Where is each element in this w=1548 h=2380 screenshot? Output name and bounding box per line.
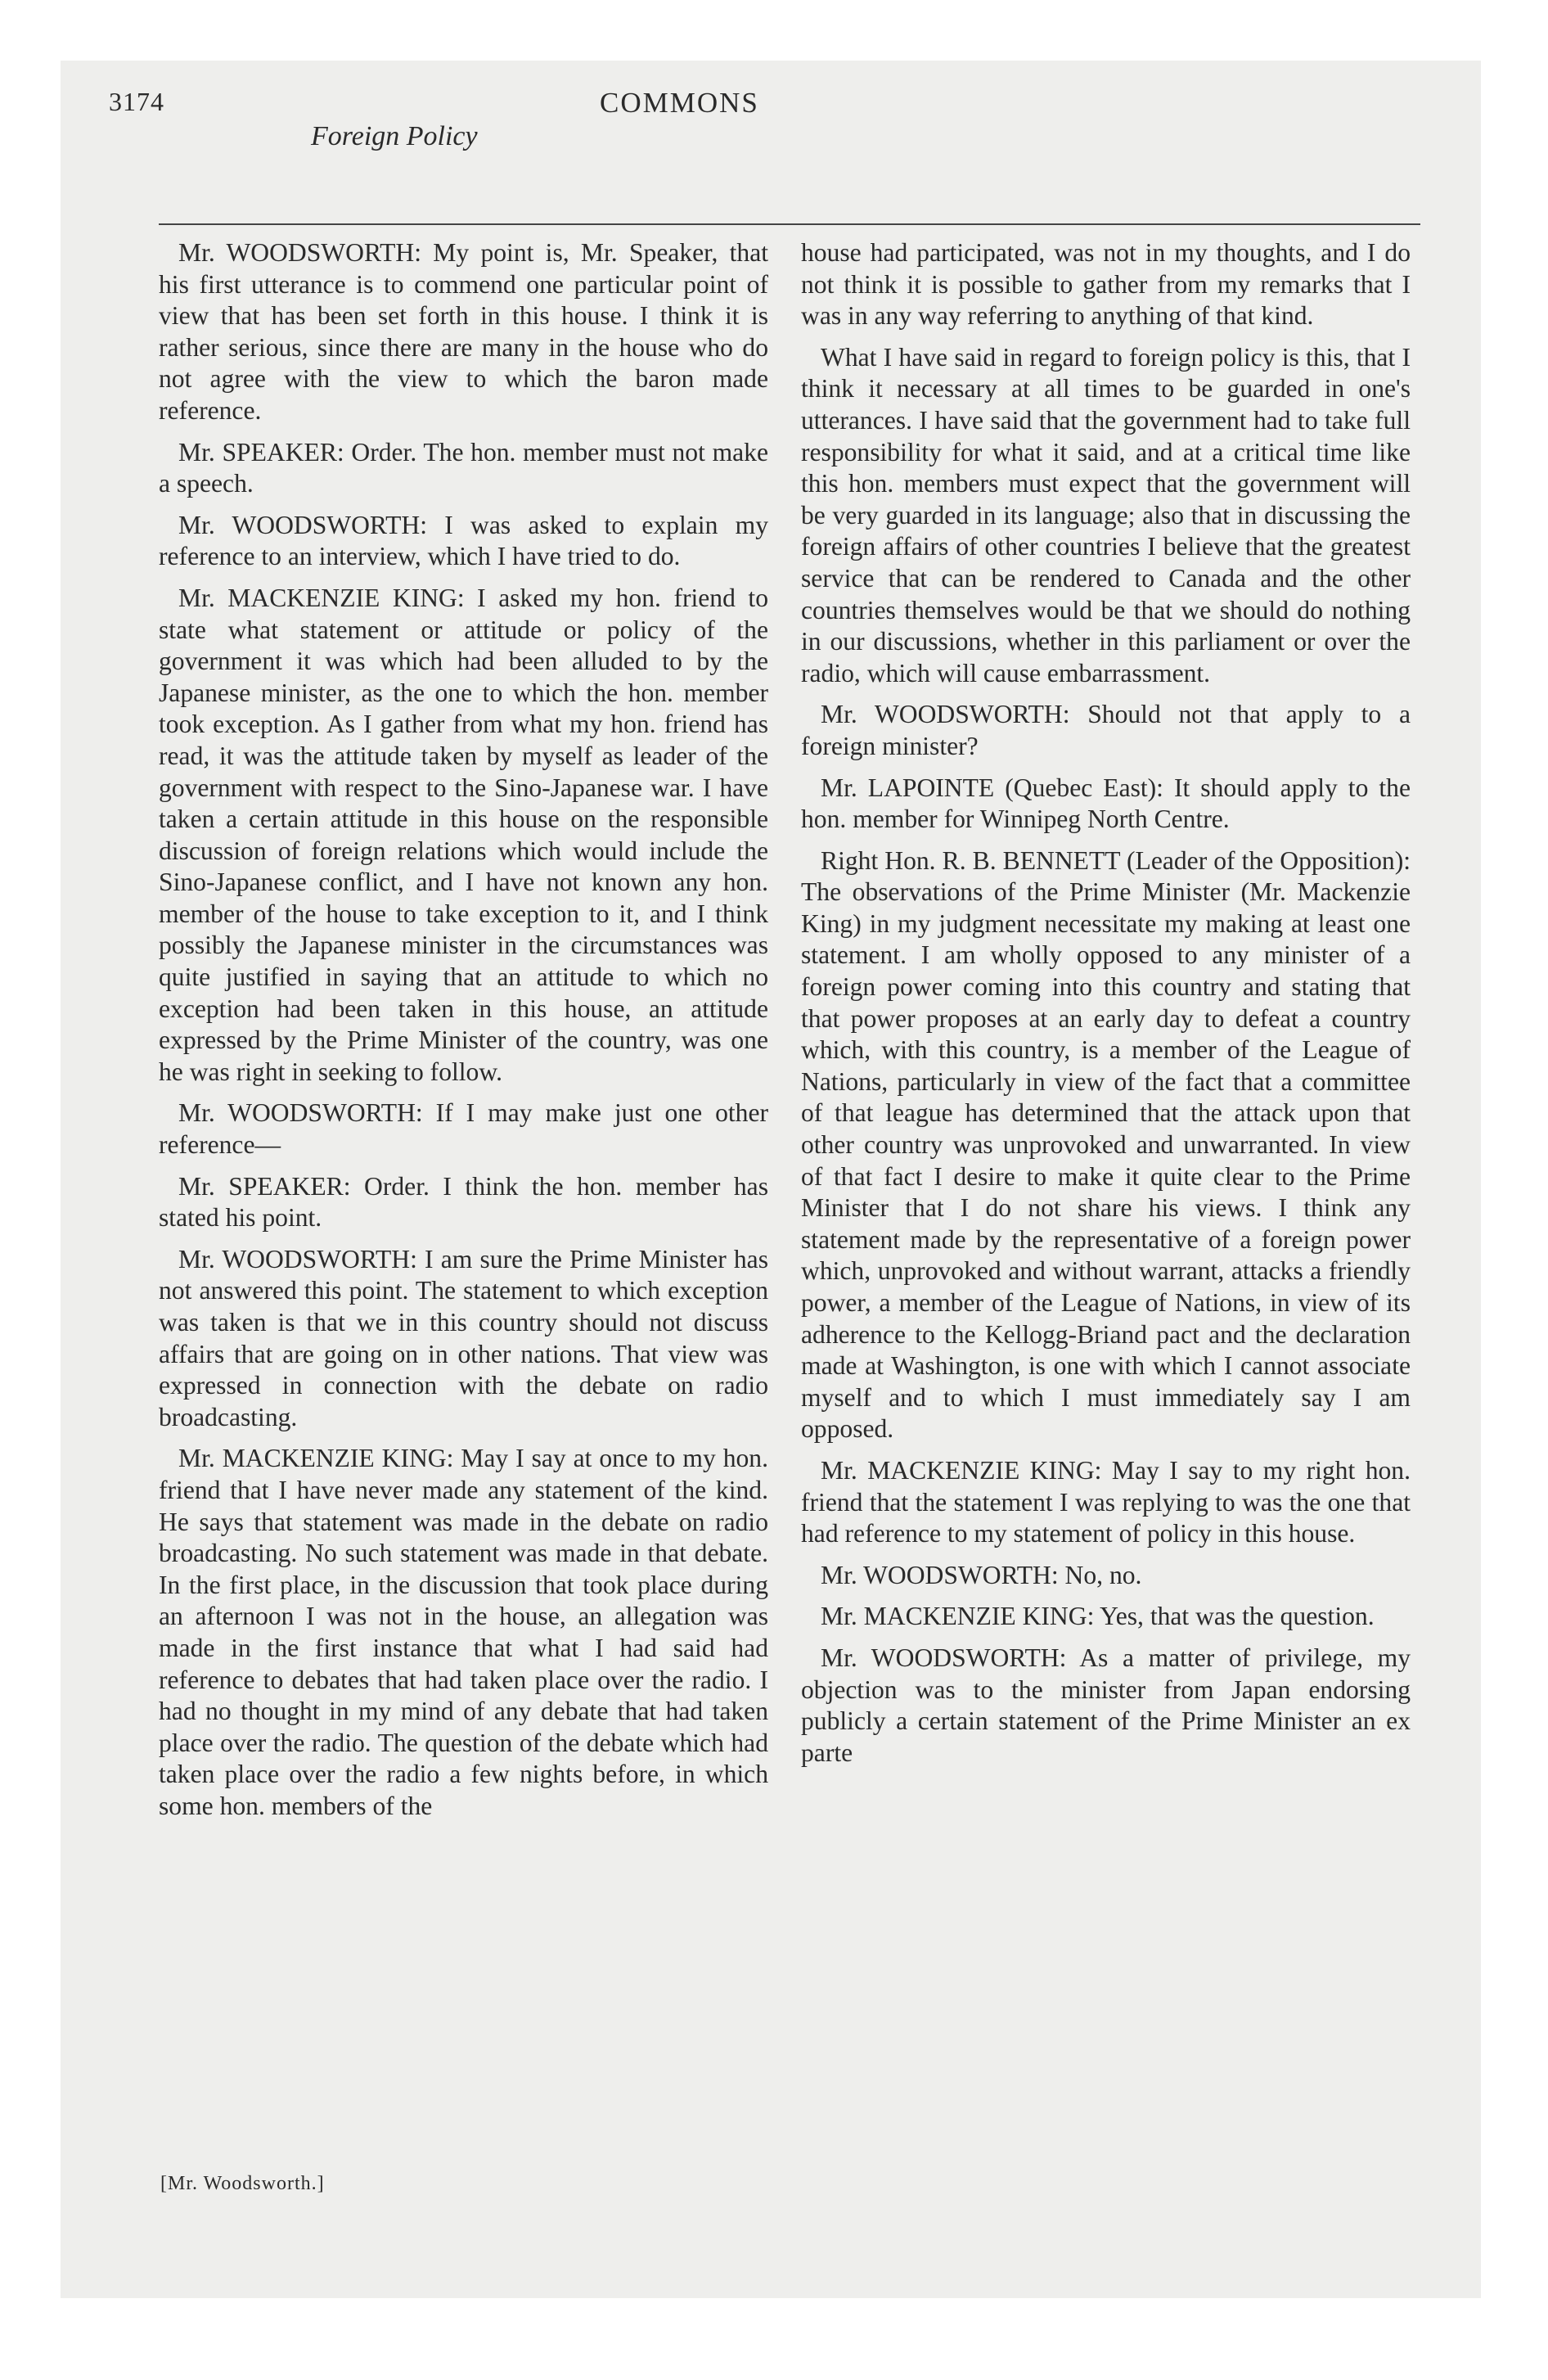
- page-header: [109, 87, 1426, 226]
- header-rule: [159, 223, 1420, 225]
- paragraph: Mr. MACKENZIE KING: May I say at once to my hon. friend that I have never made any statement of the kind. He says that statement was made in the debate on radio broadcasting. No such statement was made in that debate. In the first place, in the discussion that took place during an afternoon I was not in the house, an allegation was made in the first instance that what I had said had reference to debates that had taken place over the radio. I had no thought in my mind of any debate that had taken place over the radio. The question of the debate which had taken place over the radio a few nights before, in which some hon. members of the: [159, 1444, 768, 1820]
- paragraph: Mr. WOODSWORTH: No, no.: [821, 1560, 1142, 1589]
- paragraph: Mr. WOODSWORTH: If I may make just one other reference—: [159, 1098, 768, 1160]
- page-number: 3174: [109, 87, 164, 116]
- section-title: COMMONS: [600, 87, 759, 119]
- paragraph: Mr. MACKENZIE KING: Yes, that was the question.: [821, 1602, 1375, 1631]
- paragraph: Mr. WOODSWORTH: As a matter of privilege, my objection was to the minister from Japan endorsing publicly a certain statement of the Prime Minister an ex parte: [801, 1643, 1411, 1767]
- left-column: [159, 237, 768, 1832]
- paragraph: What I have said in regard to foreign policy is this, that I think it necessary at all times to be guarded in one's utterances. I have said that the government had to take full responsibility for what it said, and at a critical time like this hon. members must expect that the government will be very guarded in its language; also that in discussing the foreign affairs of other countries I believe that the greatest service that can be rendered to Canada and the other countries themselves would be that we should do nothing in our discussions, whether in this parliament or over the radio, which will cause embarrassment.: [801, 342, 1411, 687]
- paragraph: Mr. WOODSWORTH: My point is, Mr. Speaker, that his first utterance is to commend one particular point of view that has been set forth in this house. I think it is rather serious, since there are many in the house who do not agree with the view to which the baron made reference.: [159, 238, 768, 425]
- paragraph: Mr. WOODSWORTH: I am sure the Prime Minister has not answered this point. The statement to which exception was taken is that we in this country should not discuss affairs that are going on in other nations. That view was expressed in connection with the debate on radio broadcasting.: [159, 1244, 768, 1431]
- paragraph: Mr. LAPOINTE (Quebec East): It should apply to the hon. member for Winnipeg North Centre.: [801, 773, 1411, 834]
- paragraph: Right Hon. R. B. BENNETT (Leader of the Opposition): The observations of the Prime Minister (Mr. Mackenzie King) in my judgment necessitate my making at least one statement. I am wholly opposed to any minister of a foreign power coming into this country and stating that that power proposes at an early day to defeat a country which, with this country, is a member of the League of Nations, particularly in view of the fact that a committee of that league has determined that the attack upon that other country was unprovoked and unwarranted. In view of that fact I desire to make it quite clear to the Prime Minister that I do not share his views. I think any statement made by the representative of a foreign power which, unprovoked and without warrant, attacks a friendly power, a member of the League of Nations, in view of its adherence to the Kellogg-Briand pact and the declaration made at Washington, is one with which I cannot associate myself and to which I must immediately say I am opposed.: [801, 845, 1411, 1444]
- paragraph: Mr. SPEAKER: Order. The hon. member must not make a speech.: [159, 437, 768, 498]
- paragraph: Mr. MACKENZIE KING: I asked my hon. friend to state what statement or attitude or policy of the government it was which had been alluded to by the Japanese minister, as the one to which the hon. member took exception. As I gather from what my hon. friend has read, it was the attitude taken by myself as leader of the government with respect to the Sino-Japanese war. I have taken a certain attitude in this house on the responsible discussion of foreign relations which would include the Sino-Japanese conflict, and I have not known any hon. member of the house to take exception to it, and I think possibly the Japanese minister in the circumstances was quite justified in saying that an attitude to which no exception had been taken in this house, an attitude expressed by the Prime Minister of the country, was one he was right in seeking to follow.: [159, 583, 768, 1086]
- paragraph: Mr. WOODSWORTH: Should not that apply to a foreign minister?: [801, 700, 1411, 760]
- running-topic: Foreign Policy: [311, 121, 478, 151]
- speaker-footnote: [Mr. Woodsworth.]: [160, 2173, 325, 2194]
- paragraph: Mr. MACKENZIE KING: May I say to my right hon. friend that the statement I was replying to was the one that had reference to my statement of policy in this house.: [801, 1455, 1411, 1548]
- paragraph: Mr. SPEAKER: Order. I think the hon. member has stated his point.: [159, 1171, 768, 1233]
- paragraph: Mr. WOODSWORTH: I was asked to explain my reference to an interview, which I have tried to do.: [159, 510, 768, 571]
- paragraph: house had participated, was not in my thoughts, and I do not think it is possible to gather from my remarks that I was in any way referring to anything of that kind.: [801, 238, 1411, 331]
- right-column: [801, 237, 1411, 1778]
